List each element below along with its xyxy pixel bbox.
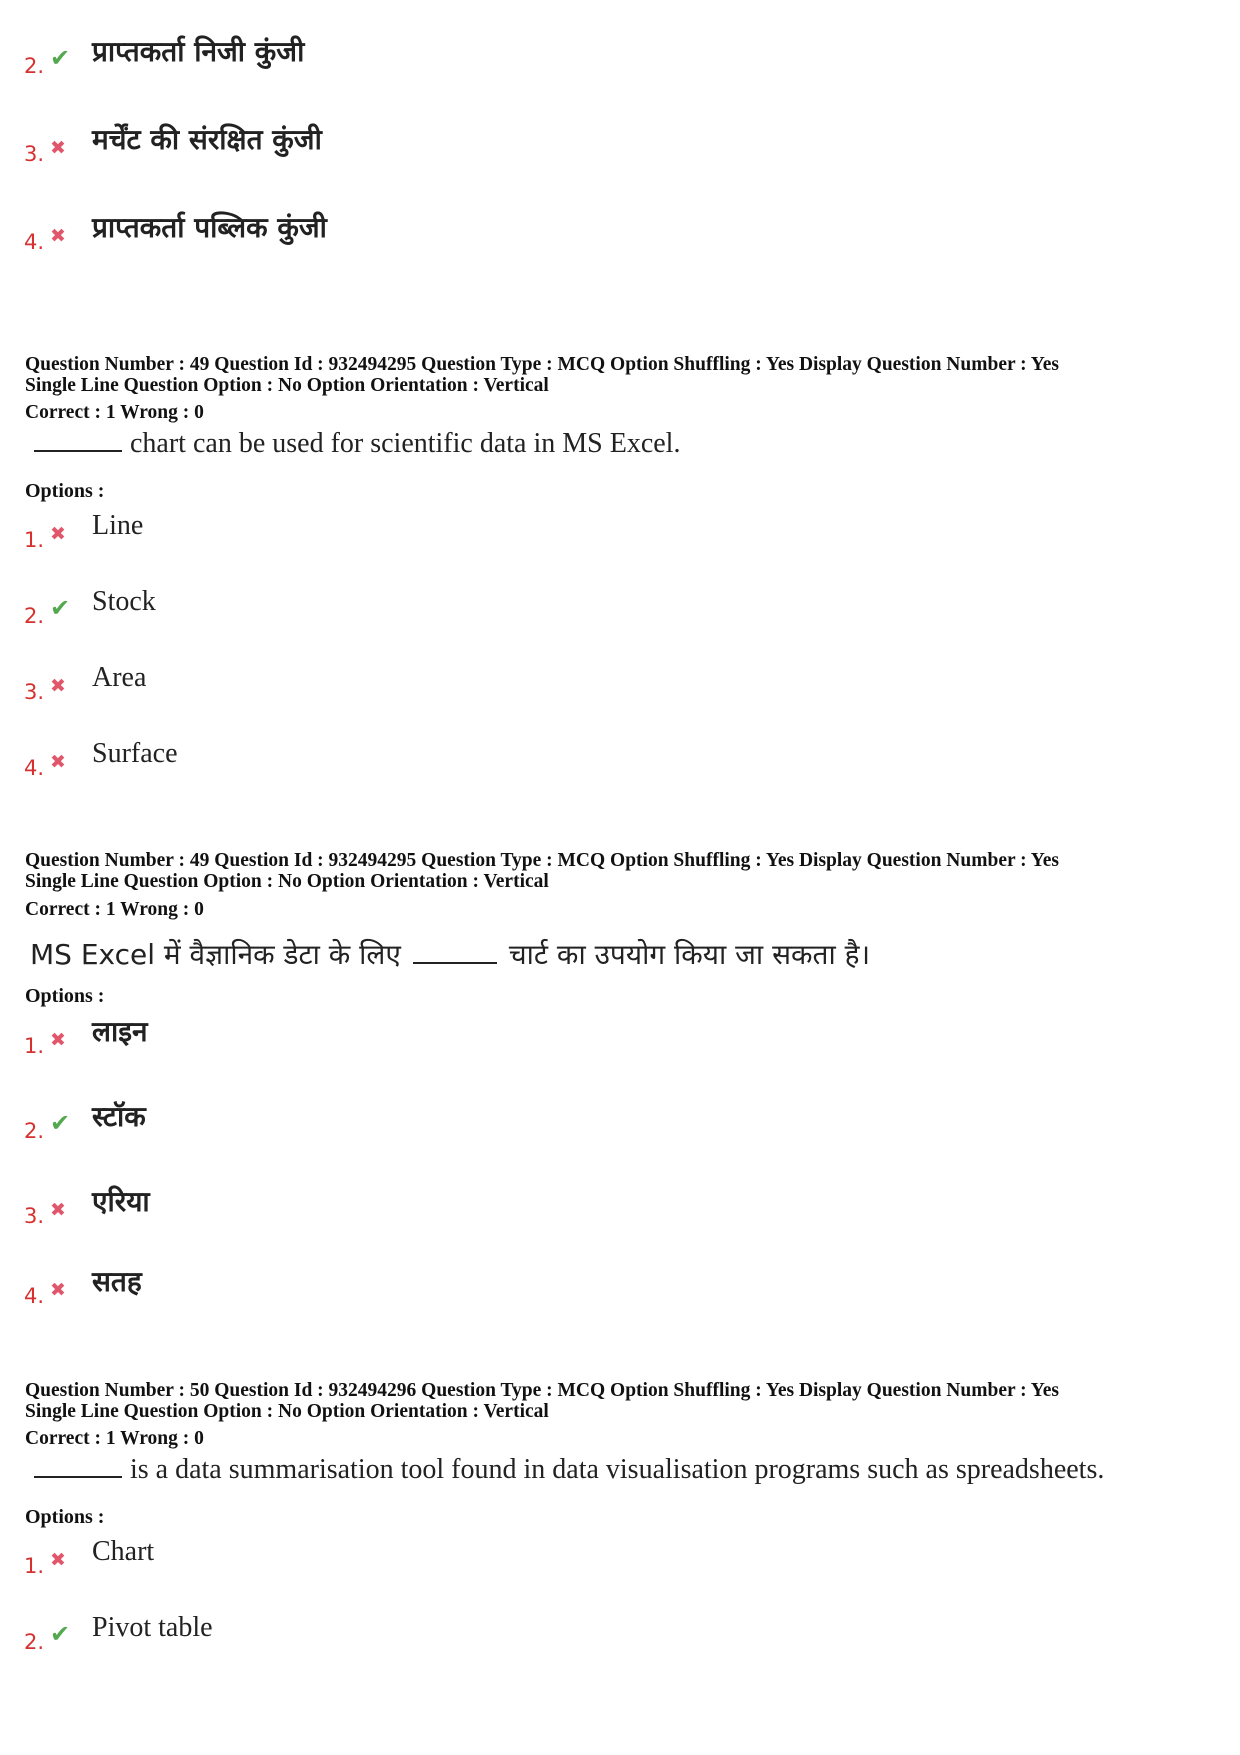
question-text: [34, 428, 680, 460]
option-text: Surface: [92, 738, 178, 769]
check-icon: ✔: [50, 594, 71, 622]
cross-icon: ✖: [50, 1549, 66, 1571]
options-label: Options :: [25, 480, 105, 502]
question-text-body: chart can be used for scientific data in MS Excel.: [130, 428, 681, 459]
question-meta: [25, 850, 1225, 892]
cross-icon: ✖: [50, 1029, 66, 1051]
answer-blank: [34, 1476, 122, 1478]
option-text: सतह: [92, 1265, 142, 1298]
answer-blank: [413, 962, 497, 964]
option-number: 3.: [24, 142, 45, 166]
cross-icon: ✖: [50, 523, 66, 545]
option-number: 4.: [24, 1284, 45, 1308]
check-icon: ✔: [50, 1620, 71, 1648]
score-line: Correct : 1 Wrong : 0: [25, 1428, 204, 1449]
option-text: प्राप्तकर्ता पब्लिक कुंजी: [92, 211, 327, 244]
score-line: Correct : 1 Wrong : 0: [25, 899, 204, 920]
question-meta-line: Single Line Question Option : No Option Orientation : Vertical: [25, 1401, 549, 1422]
question-text: [30, 935, 870, 973]
cross-icon: ✖: [50, 751, 66, 773]
cross-icon: ✖: [50, 137, 66, 159]
cross-icon: ✖: [50, 1199, 66, 1221]
option-text: एरिया: [92, 1185, 150, 1218]
option-number: 4.: [24, 230, 45, 254]
question-meta-line: Question Number : 49 Question Id : 932494295 Question Type : MCQ Option Shuffling : Yes Display Question Number : Yes: [25, 850, 1059, 871]
options-label: Options :: [25, 985, 105, 1007]
check-icon: ✔: [50, 44, 71, 72]
option-number: 1.: [24, 1034, 45, 1058]
question-meta-line: Single Line Question Option : No Option Orientation : Vertical: [25, 871, 549, 892]
question-meta-line: Question Number : 49 Question Id : 932494295 Question Type : MCQ Option Shuffling : Yes Display Question Number : Yes: [25, 354, 1059, 375]
cross-icon: ✖: [50, 675, 66, 697]
question-text-before: MS Excel में वैज्ञानिक डेटा के लिए: [30, 938, 401, 971]
option-text: Area: [92, 662, 147, 693]
question-meta-line: Single Line Question Option : No Option Orientation : Vertical: [25, 375, 549, 396]
option-text: मर्चेंट की संरक्षित कुंजी: [92, 123, 322, 156]
option-number: 1.: [24, 1554, 45, 1578]
option-number: 2.: [24, 1119, 45, 1143]
option-text: Pivot table: [92, 1612, 213, 1643]
option-text: लाइन: [92, 1015, 148, 1048]
option-number: 1.: [24, 528, 45, 552]
option-number: 2.: [24, 1630, 45, 1654]
option-text: Line: [92, 510, 144, 541]
answer-blank: [34, 450, 122, 452]
question-meta: [25, 354, 1225, 396]
cross-icon: ✖: [50, 1279, 66, 1301]
check-icon: ✔: [50, 1109, 71, 1137]
question-text-body: is a data summarisation tool found in data visualisation programs such as spreadsheets.: [130, 1454, 1105, 1485]
question-meta: [25, 1380, 1225, 1422]
options-label: Options :: [25, 1506, 105, 1528]
option-number: 3.: [24, 1204, 45, 1228]
question-meta-line: Question Number : 50 Question Id : 932494296 Question Type : MCQ Option Shuffling : Yes Display Question Number : Yes: [25, 1380, 1059, 1401]
question-text: [34, 1454, 1104, 1486]
option-text: Stock: [92, 586, 156, 617]
option-number: 3.: [24, 680, 45, 704]
option-number: 2.: [24, 604, 45, 628]
score-line: Correct : 1 Wrong : 0: [25, 402, 204, 423]
option-number: 4.: [24, 756, 45, 780]
cross-icon: ✖: [50, 225, 66, 247]
question-text-after: चार्ट का उपयोग किया जा सकता है।: [508, 938, 871, 971]
option-text: Chart: [92, 1536, 155, 1567]
option-text: प्राप्तकर्ता निजी कुंजी: [92, 35, 305, 68]
option-number: 2.: [24, 54, 45, 78]
option-text: स्टॉक: [92, 1100, 146, 1133]
